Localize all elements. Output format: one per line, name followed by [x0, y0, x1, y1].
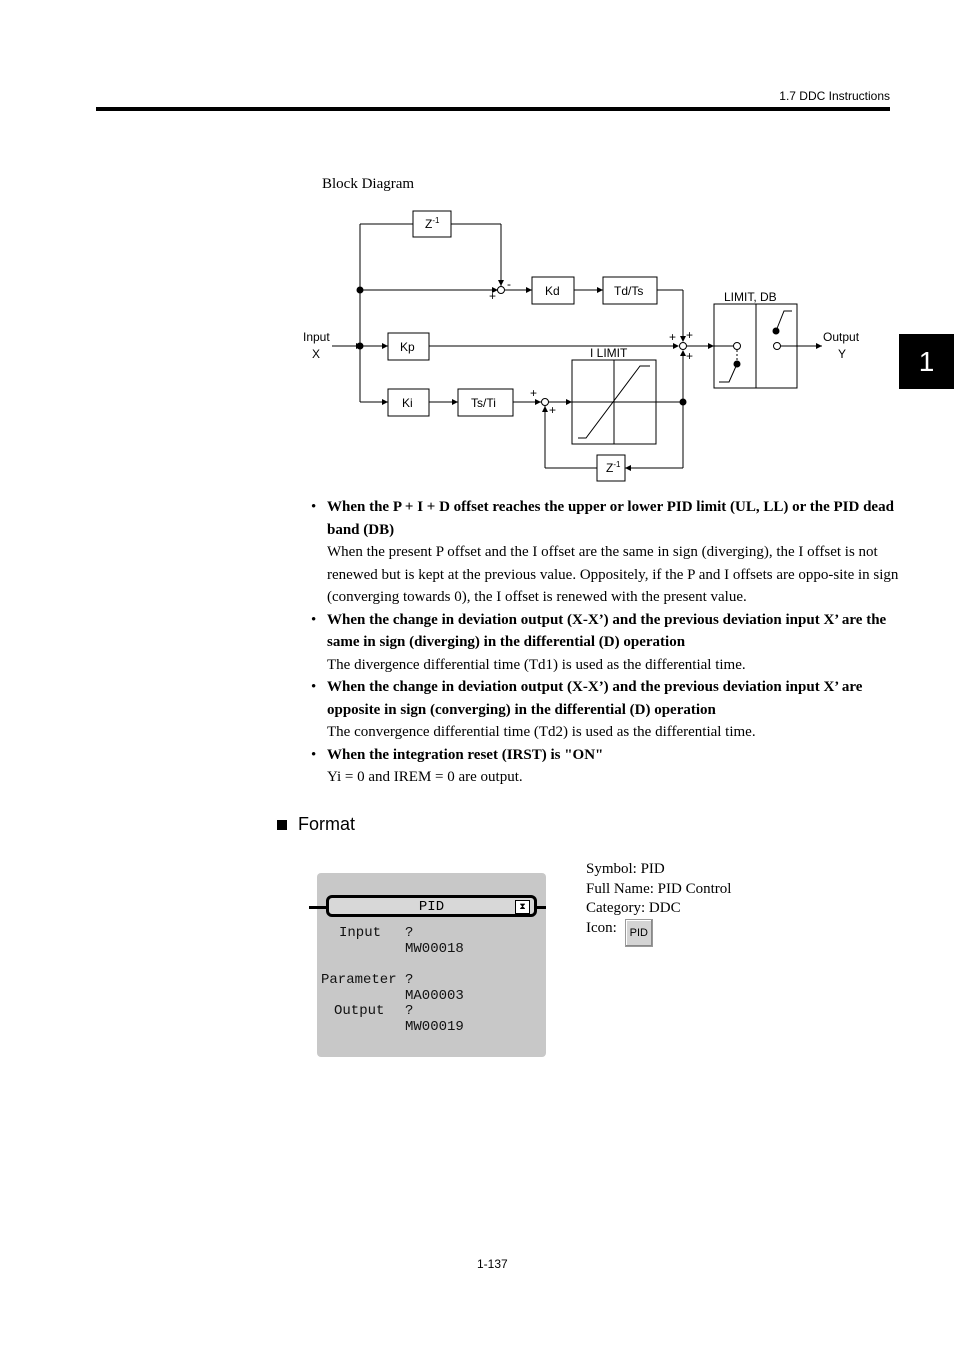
pid-input-register: MW00018 — [405, 941, 464, 957]
pid-parameter-label: Parameter — [321, 972, 397, 988]
pid-title: PID — [418, 899, 445, 915]
bullet-body: When the present P offset and the I offset are the same in sign (diverging), the I offset is not renewed but is kept at the previous value. Oppositely, if the P and I offsets are oppo-site in sign (converging towards 0), the I offset is renewed with the present value. — [327, 544, 899, 605]
square-bullet-icon — [277, 820, 287, 830]
full-name-line: Full Name: PID Control — [586, 880, 732, 897]
pid-left-connector — [309, 906, 327, 909]
bullet-heading: When the integration reset (IRST) is "ON" — [327, 746, 604, 763]
bullet-heading: When the change in deviation output (X-X’) and the previous deviation input X’ are the same in sign (diverging) in the differential (D) operation — [327, 611, 887, 650]
kp-label: Kp — [400, 340, 415, 354]
ki-label: Ki — [402, 396, 413, 410]
z-inverse-bottom-label: $Z^{-1}$ — [606, 460, 621, 475]
symbol-line: Symbol: PID — [586, 861, 665, 877]
pid-title-bar — [326, 895, 537, 917]
limit-db-label: LIMIT, DB — [724, 290, 777, 304]
icon-line — [586, 919, 731, 947]
sign-i-bottom: + — [549, 403, 557, 417]
page-number: 1-137 — [477, 1257, 508, 1271]
condition-list — [311, 496, 901, 789]
chapter-tab: 1 — [899, 334, 954, 389]
output-var: Y — [838, 347, 847, 361]
sign-d-minus: - — [507, 277, 511, 291]
format-heading — [277, 814, 355, 835]
kd-label: Kd — [545, 284, 560, 298]
pid-input-q: ? — [405, 925, 414, 941]
block-diagram-title: Block Diagram — [322, 176, 415, 192]
i-limit-label: I LIMIT — [590, 346, 628, 360]
bullet-limit-condition: • When the P + I + D offset reaches the upper or lower PID limit (UL, LL) or the PID dead band (DB) When the present P offset and the I offset are the same in sign (diverging), the I offset is not renewed but is kept at the previous value. Oppositely, if the P and I offsets are oppo-site in sign (converging towards 0), the I offset is renewed with the present value. — [311, 496, 901, 609]
category-line: Category: DDC — [586, 900, 681, 916]
bullet-body: Yi = 0 and IREM = 0 are output. — [327, 769, 523, 785]
icon-label: Icon: — [586, 919, 617, 936]
sign-sum-left: + — [669, 330, 677, 344]
block-diagram — [0, 0, 954, 500]
bullet-reset-condition: • When the integration reset (IRST) is "ON" Yi = 0 and IREM = 0 are output. — [311, 744, 901, 789]
output-label: Output — [823, 330, 860, 344]
pid-right-connector — [537, 906, 546, 909]
symbol-info — [586, 860, 731, 947]
bullet-body: The divergence differential time (Td1) is used as the differential time. — [327, 656, 746, 673]
pid-parameter-q: ? — [405, 972, 414, 988]
sign-sum-bottom: + — [686, 349, 694, 363]
format-heading-text: Format — [298, 814, 356, 834]
pid-input-label: Input — [339, 925, 382, 941]
header-section: 1.7 DDC Instructions — [779, 89, 890, 103]
input-label: Input — [303, 330, 330, 344]
pid-block-format — [309, 873, 546, 1058]
sign-i-left: + — [530, 386, 538, 400]
pid-parameter-register: MA00003 — [405, 988, 464, 1004]
sign-d-plus: + — [489, 289, 497, 303]
bullet-body: The convergence differential time (Td2) is used as the differential time. — [327, 724, 756, 740]
ts-ti-label: Ts/Ti — [471, 396, 496, 410]
pid-output-q: ? — [405, 1003, 414, 1019]
pid-toolbar-icon[interactable]: PID — [625, 919, 653, 947]
pid-output-register: MW00019 — [405, 1019, 464, 1035]
bullet-converging-condition: • When the change in deviation output (X-X’) and the previous deviation input X’ are opposite in sign (converging) in the differential (D) operation The convergence differential time (Td2) is used as the differential time. — [311, 676, 901, 744]
bullet-heading: When the P + I + D offset reaches the upper or lower PID limit (UL, LL) or the PID dead band (DB) — [327, 499, 894, 538]
input-var: X — [312, 347, 321, 361]
sign-sum-top: + — [686, 328, 694, 342]
hourglass-icon: ⧗ — [515, 900, 530, 914]
pid-output-label: Output — [334, 1003, 385, 1019]
bullet-heading: When the change in deviation output (X-X’) and the previous deviation input X’ are opposite in sign (converging) in the differential (D) operation — [327, 679, 863, 718]
z-inverse-top-label: $Z^{-1}$ — [425, 216, 440, 231]
bullet-diverging-condition: • When the change in deviation output (X-X’) and the previous deviation input X’ are the same in sign (diverging) in the differential (D) operation The divergence differential time (Td1) is used as the differential time. — [311, 609, 901, 677]
td-ts-label: Td/Ts — [614, 284, 644, 298]
